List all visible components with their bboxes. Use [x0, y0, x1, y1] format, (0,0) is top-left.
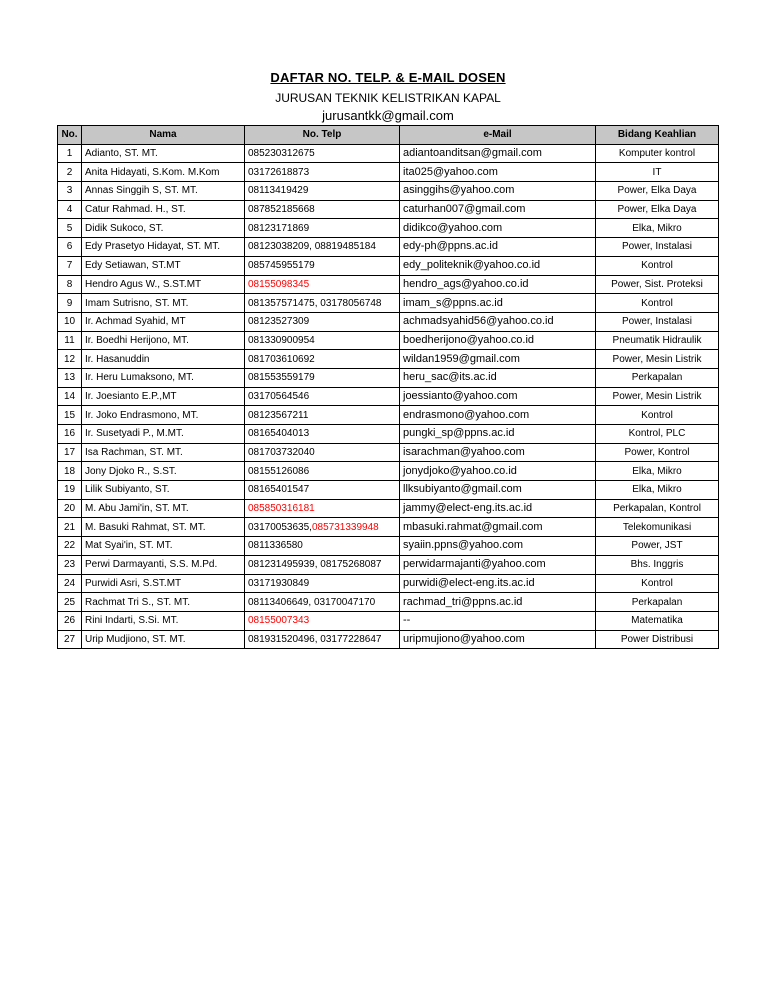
cell-bidang: Power, Sist. Proteksi — [596, 275, 719, 294]
table-row — [58, 368, 719, 387]
cell-nama: M. Abu Jami'in, ST. MT. — [82, 499, 245, 518]
cell-email: joessianto@yahoo.com — [400, 387, 596, 406]
cell-no: 8 — [58, 275, 82, 294]
phone-number: 085230312675 — [248, 148, 315, 160]
cell-nama: Rachmat Tri S., ST. MT. — [82, 593, 245, 612]
cell-email: edy-ph@ppns.ac.id — [400, 238, 596, 257]
cell-no: 3 — [58, 182, 82, 201]
cell-telp — [245, 238, 400, 257]
table-row — [58, 144, 719, 163]
phone-number: 081231495939, 08175268087 — [248, 559, 382, 571]
cell-telp — [245, 294, 400, 313]
cell-bidang: Power, Kontrol — [596, 443, 719, 462]
phone-number-highlighted: 085850316181 — [248, 503, 315, 515]
cell-no: 2 — [58, 163, 82, 182]
cell-nama: Adianto, ST. MT. — [82, 144, 245, 163]
document-title: DAFTAR NO. TELP. & E-MAIL DOSEN — [270, 70, 506, 85]
cell-nama: Ir. Boedhi Herijono, MT. — [82, 331, 245, 350]
cell-email: hendro_ags@yahoo.co.id — [400, 275, 596, 294]
phone-number: 081931520496, 03177228647 — [248, 633, 382, 645]
cell-email: wildan1959@gmail.com — [400, 350, 596, 369]
cell-telp — [245, 312, 400, 331]
cell-telp — [245, 219, 400, 238]
cell-email: llksubiyanto@gmail.com — [400, 481, 596, 500]
column-header-nama: Nama — [82, 126, 245, 145]
phone-number: 081330900954 — [248, 334, 315, 346]
cell-no: 11 — [58, 331, 82, 350]
cell-nama: Didik Sukoco, ST. — [82, 219, 245, 238]
phone-number: 08155126086 — [248, 465, 310, 477]
cell-no: 27 — [58, 630, 82, 649]
cell-telp — [245, 555, 400, 574]
cell-bidang: Power, Elka Daya — [596, 200, 719, 219]
cell-nama: Ir. Joko Endrasmono, MT. — [82, 406, 245, 425]
column-header-no: No. — [58, 126, 82, 145]
cell-bidang: Elka, Mikro — [596, 462, 719, 481]
table-row — [58, 182, 719, 201]
cell-telp — [245, 275, 400, 294]
cell-telp — [245, 387, 400, 406]
table-row — [58, 406, 719, 425]
cell-telp — [245, 518, 400, 537]
cell-telp — [245, 331, 400, 350]
cell-email: mbasuki.rahmat@gmail.com — [400, 518, 596, 537]
cell-no: 4 — [58, 200, 82, 219]
phone-number: 08123567211 — [248, 409, 309, 421]
table-row — [58, 294, 719, 313]
cell-nama: Imam Sutrisno, ST. MT. — [82, 294, 245, 313]
cell-telp — [245, 200, 400, 219]
cell-telp — [245, 406, 400, 425]
cell-no: 7 — [58, 256, 82, 275]
department-email: jurusantkk@gmail.com — [322, 108, 454, 123]
phone-number: 03172618873 — [248, 166, 310, 178]
cell-nama: Ir. Heru Lumaksono, MT. — [82, 368, 245, 387]
table-row — [58, 611, 719, 630]
cell-no: 23 — [58, 555, 82, 574]
cell-telp — [245, 481, 400, 500]
table-row — [58, 537, 719, 556]
cell-email: syaiin.ppns@yahoo.com — [400, 537, 596, 556]
phone-number: 081357571475, 03178056748 — [248, 297, 382, 309]
table-row — [58, 387, 719, 406]
cell-no: 17 — [58, 443, 82, 462]
cell-no: 22 — [58, 537, 82, 556]
cell-nama: Jony Djoko R., S.ST. — [82, 462, 245, 481]
cell-email: uripmujiono@yahoo.com — [400, 630, 596, 649]
cell-email: perwidarmajanti@yahoo.com — [400, 555, 596, 574]
cell-no: 14 — [58, 387, 82, 406]
cell-nama: Purwidi Asri, S.ST.MT — [82, 574, 245, 593]
cell-bidang: Kontrol — [596, 574, 719, 593]
table-row — [58, 238, 719, 257]
cell-email: didikco@yahoo.com — [400, 219, 596, 238]
cell-telp — [245, 443, 400, 462]
cell-email: purwidi@elect-eng.its.ac.id — [400, 574, 596, 593]
cell-telp — [245, 630, 400, 649]
cell-nama: Ir. Achmad Syahid, MT — [82, 312, 245, 331]
cell-email: achmadsyahid56@yahoo.co.id — [400, 312, 596, 331]
cell-bidang: Pneumatik Hidraulik — [596, 331, 719, 350]
cell-no: 1 — [58, 144, 82, 163]
cell-email: ita025@yahoo.com — [400, 163, 596, 182]
cell-email: pungki_sp@ppns.ac.id — [400, 425, 596, 444]
table-header-row — [58, 126, 719, 145]
cell-telp — [245, 163, 400, 182]
cell-bidang: Elka, Mikro — [596, 481, 719, 500]
cell-bidang: Kontrol — [596, 294, 719, 313]
table-row — [58, 443, 719, 462]
cell-nama: Urip Mudjiono, ST. MT. — [82, 630, 245, 649]
cell-bidang: Power, Mesin Listrik — [596, 387, 719, 406]
cell-telp — [245, 368, 400, 387]
phone-number-highlighted: 08155098345 — [248, 278, 310, 290]
cell-nama: Ir. Hasanuddin — [82, 350, 245, 369]
cell-nama: Anita Hidayati, S.Kom. M.Kom — [82, 163, 245, 182]
table-row — [58, 462, 719, 481]
cell-email: rachmad_tri@ppns.ac.id — [400, 593, 596, 612]
cell-no: 12 — [58, 350, 82, 369]
cell-telp — [245, 593, 400, 612]
table-row — [58, 275, 719, 294]
phone-number: 03170053635, — [248, 521, 312, 533]
cell-no: 20 — [58, 499, 82, 518]
table-row — [58, 350, 719, 369]
cell-email: caturhan007@gmail.com — [400, 200, 596, 219]
cell-nama: M. Basuki Rahmat, ST. MT. — [82, 518, 245, 537]
cell-bidang: Komputer kontrol — [596, 144, 719, 163]
cell-bidang: Perkapalan — [596, 593, 719, 612]
cell-no: 25 — [58, 593, 82, 612]
cell-telp — [245, 425, 400, 444]
cell-telp — [245, 462, 400, 481]
cell-nama: Rini Indarti, S.Si. MT. — [82, 611, 245, 630]
phone-number: 08165404013 — [248, 428, 310, 440]
cell-bidang: IT — [596, 163, 719, 182]
cell-bidang: Elka, Mikro — [596, 219, 719, 238]
phone-number: 08123038209, 08819485184 — [248, 241, 376, 253]
cell-no: 24 — [58, 574, 82, 593]
cell-telp — [245, 574, 400, 593]
cell-telp — [245, 611, 400, 630]
column-header-telp: No. Telp — [245, 126, 400, 145]
cell-bidang: Power Distribusi — [596, 630, 719, 649]
column-header-bidang: Bidang Keahlian — [596, 126, 719, 145]
phone-number: 08113406649, 03170047170 — [248, 596, 376, 608]
cell-email: boedherijono@yahoo.co.id — [400, 331, 596, 350]
cell-no: 10 — [58, 312, 82, 331]
cell-email: asinggihs@yahoo.com — [400, 182, 596, 201]
cell-nama: Edy Prasetyo Hidayat, ST. MT. — [82, 238, 245, 257]
table-row — [58, 312, 719, 331]
cell-no: 26 — [58, 611, 82, 630]
phone-number: 08123527309 — [248, 316, 310, 328]
cell-no: 5 — [58, 219, 82, 238]
cell-nama: Annas Singgih S, ST. MT. — [82, 182, 245, 201]
cell-bidang: Power, Mesin Listrik — [596, 350, 719, 369]
cell-telp — [245, 144, 400, 163]
cell-email: edy_politeknik@yahoo.co.id — [400, 256, 596, 275]
cell-email: jammy@elect-eng.its.ac.id — [400, 499, 596, 518]
cell-bidang: Kontrol, PLC — [596, 425, 719, 444]
cell-nama: Lilik Subiyanto, ST. — [82, 481, 245, 500]
cell-email: isarachman@yahoo.com — [400, 443, 596, 462]
cell-bidang: Power, Instalasi — [596, 238, 719, 257]
cell-no: 15 — [58, 406, 82, 425]
table-row — [58, 425, 719, 444]
phone-number: 0811336580 — [248, 540, 303, 552]
cell-telp — [245, 256, 400, 275]
table-row — [58, 499, 719, 518]
column-header-email: e-Mail — [400, 126, 596, 145]
phone-number: 085745955179 — [248, 260, 315, 272]
cell-no: 6 — [58, 238, 82, 257]
cell-email: imam_s@ppns.ac.id — [400, 294, 596, 313]
cell-nama: Perwi Darmayanti, S.S. M.Pd. — [82, 555, 245, 574]
cell-email: heru_sac@its.ac.id — [400, 368, 596, 387]
cell-bidang: Matematika — [596, 611, 719, 630]
table-row — [58, 200, 719, 219]
phone-number-highlighted: 085731339948 — [311, 521, 379, 533]
cell-bidang: Kontrol — [596, 256, 719, 275]
cell-nama: Isa Rachman, ST. MT. — [82, 443, 245, 462]
cell-nama: Edy Setiawan, ST.MT — [82, 256, 245, 275]
phone-number-highlighted: 08155007343 — [248, 615, 310, 627]
table-row — [58, 518, 719, 537]
phone-number: 081703610692 — [248, 353, 315, 365]
phone-number: 08165401547 — [248, 484, 310, 496]
cell-nama: Catur Rahmad. H., ST. — [82, 200, 245, 219]
table-row — [58, 219, 719, 238]
cell-no: 18 — [58, 462, 82, 481]
cell-bidang: Power, Instalasi — [596, 312, 719, 331]
table-row — [58, 555, 719, 574]
cell-bidang: Power, Elka Daya — [596, 182, 719, 201]
cell-no: 13 — [58, 368, 82, 387]
cell-email: endrasmono@yahoo.com — [400, 406, 596, 425]
cell-nama: Mat Syai'in, ST. MT. — [82, 537, 245, 556]
cell-telp — [245, 350, 400, 369]
cell-email: adiantoanditsan@gmail.com — [400, 144, 596, 163]
phone-number: 03171930849 — [248, 577, 310, 589]
phone-number: 087852185668 — [248, 204, 315, 216]
cell-no: 21 — [58, 518, 82, 537]
table-row — [58, 256, 719, 275]
cell-telp — [245, 499, 400, 518]
cell-bidang: Bhs. Inggris — [596, 555, 719, 574]
cell-bidang: Power, JST — [596, 537, 719, 556]
table-row — [58, 331, 719, 350]
phone-number: 08123171869 — [248, 222, 310, 234]
table-row — [58, 630, 719, 649]
cell-nama: Ir. Susetyadi P., M.MT. — [82, 425, 245, 444]
table-row — [58, 481, 719, 500]
cell-telp — [245, 537, 400, 556]
cell-no: 16 — [58, 425, 82, 444]
cell-bidang: Perkapalan — [596, 368, 719, 387]
table-row — [58, 574, 719, 593]
cell-telp — [245, 182, 400, 201]
cell-bidang: Perkapalan, Kontrol — [596, 499, 719, 518]
cell-email: jonydjoko@yahoo.co.id — [400, 462, 596, 481]
lecturer-contact-table — [57, 125, 719, 649]
table-row — [58, 593, 719, 612]
cell-nama: Ir. Joesianto E.P.,MT — [82, 387, 245, 406]
cell-no: 9 — [58, 294, 82, 313]
cell-nama: Hendro Agus W., S.ST.MT — [82, 275, 245, 294]
phone-number: 03170564546 — [248, 390, 310, 402]
phone-number: 081703732040 — [248, 447, 315, 459]
phone-number: 081553559179 — [248, 372, 315, 384]
department-subtitle: JURUSAN TEKNIK KELISTRIKAN KAPAL — [275, 91, 501, 105]
cell-no: 19 — [58, 481, 82, 500]
cell-bidang: Telekomunikasi — [596, 518, 719, 537]
table-row — [58, 163, 719, 182]
cell-email: -- — [400, 611, 596, 630]
cell-bidang: Kontrol — [596, 406, 719, 425]
phone-number: 08113419429 — [248, 185, 309, 197]
